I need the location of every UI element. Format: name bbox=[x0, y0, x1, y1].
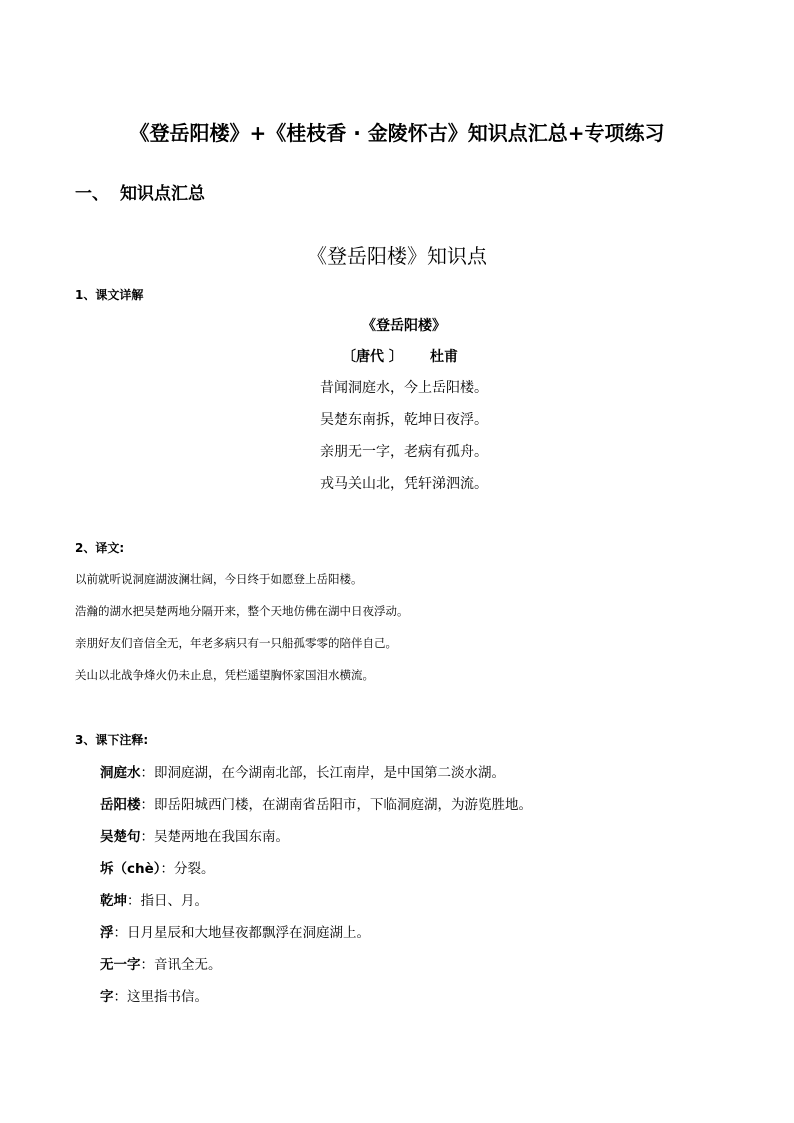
note-term: 吴楚句 bbox=[100, 829, 141, 845]
note-text: ：分裂。 bbox=[160, 861, 215, 877]
note-term: 坼（chè） bbox=[100, 861, 161, 877]
note-term: 洞庭水 bbox=[100, 765, 141, 781]
note-text: ：即洞庭湖，在今湖南北部，长江南岸，是中国第二淡水湖。 bbox=[140, 765, 505, 781]
part2-heading: 2、译文: bbox=[75, 541, 125, 555]
poem-line: 亲朋无一字，老病有孤舟。 bbox=[320, 444, 488, 460]
poem-era: 〔唐代 〕 bbox=[342, 349, 403, 365]
translation-line: 以前就听说洞庭湖波澜壮阔，今日终于如愿登上岳阳楼。 bbox=[75, 572, 363, 586]
note-item bbox=[100, 762, 505, 784]
note-item bbox=[100, 858, 215, 880]
note-item bbox=[100, 922, 370, 944]
subtitle: 《登岳阳楼》知识点 bbox=[307, 244, 487, 268]
document-title: 《登岳阳楼》+《桂枝香 · 金陵怀古》知识点汇总+专项练习 bbox=[129, 121, 665, 145]
note-item bbox=[100, 954, 222, 976]
note-text: ：吴楚两地在我国东南。 bbox=[140, 829, 289, 845]
poem-title: 《登岳阳楼》 bbox=[362, 318, 446, 334]
poem-author: 杜甫 bbox=[430, 349, 458, 365]
note-text: ：日月星辰和大地昼夜都飘浮在洞庭湖上。 bbox=[113, 925, 370, 941]
note-item bbox=[100, 794, 532, 816]
note-term: 乾坤 bbox=[100, 893, 127, 909]
translation-line: 关山以北战争烽火仍未止息，凭栏遥望胸怀家国泪水横流。 bbox=[75, 668, 374, 682]
note-item bbox=[100, 826, 289, 848]
translation-line: 亲朋好友们音信全无，年老多病只有一只船孤零零的陪伴自己。 bbox=[75, 636, 397, 650]
poem-line: 吴楚东南拆，乾坤日夜浮。 bbox=[320, 412, 488, 428]
note-text: ：这里指书信。 bbox=[113, 989, 208, 1005]
note-term: 岳阳楼 bbox=[100, 797, 141, 813]
section-one-label: 知识点汇总 bbox=[120, 184, 205, 204]
poem-line: 昔闻洞庭水，今上岳阳楼。 bbox=[320, 380, 488, 396]
part1-heading: 1、课文详解 bbox=[75, 288, 144, 302]
translation-line: 浩瀚的湖水把吴楚两地分隔开来，整个天地仿佛在湖中日夜浮动。 bbox=[75, 604, 409, 618]
poem-line: 戎马关山北，凭轩涕泗流。 bbox=[320, 476, 488, 492]
note-item bbox=[100, 986, 208, 1008]
note-term: 无一字 bbox=[100, 957, 141, 973]
note-item bbox=[100, 890, 208, 912]
note-text: ：指日、月。 bbox=[127, 893, 208, 909]
note-text: ：音讯全无。 bbox=[140, 957, 222, 973]
section-one-number: 一、 bbox=[75, 184, 109, 204]
note-text: ：即岳阳城西门楼，在湖南省岳阳市，下临洞庭湖，为游览胜地。 bbox=[140, 797, 532, 813]
part3-heading: 3、课下注释: bbox=[75, 733, 149, 747]
note-term: 字 bbox=[100, 989, 114, 1005]
note-term: 浮 bbox=[100, 925, 114, 941]
